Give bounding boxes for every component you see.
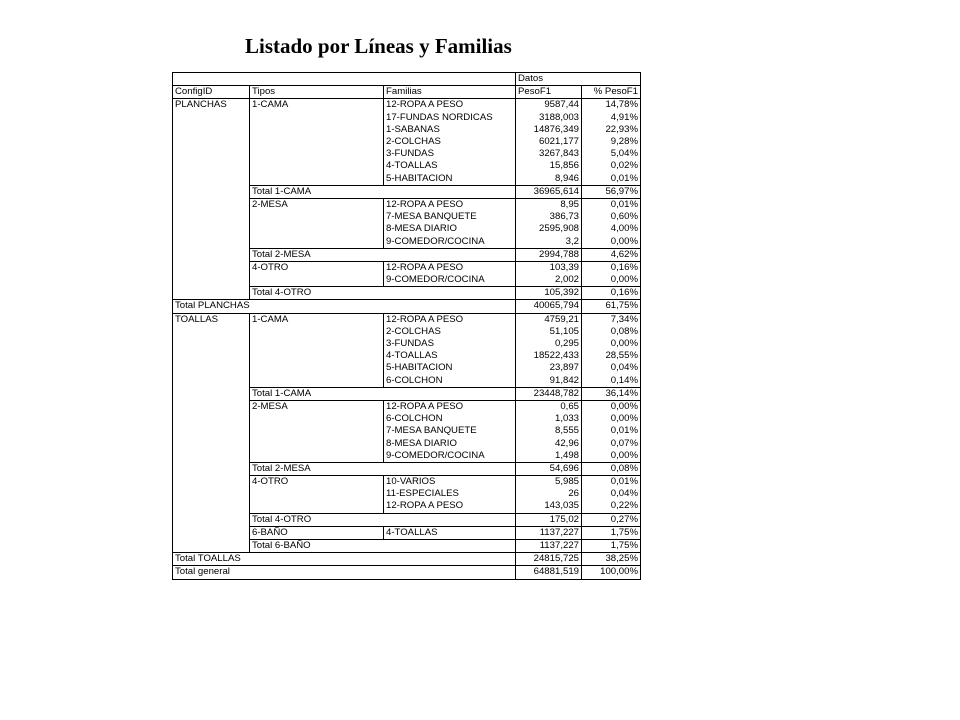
config-cell <box>173 338 250 350</box>
table-row <box>173 124 641 136</box>
tipo-cell <box>250 173 384 186</box>
config-cell <box>173 513 250 526</box>
tipo-total-cell: Total 4-OTRO <box>250 513 516 526</box>
config-cell <box>173 375 250 388</box>
tipo-cell: 2-MESA <box>250 400 384 413</box>
peso-cell: 8,555 <box>516 425 582 437</box>
tipo-cell <box>250 338 384 350</box>
table-row <box>173 160 641 172</box>
table-row <box>173 198 641 211</box>
table-row <box>173 375 641 388</box>
peso-cell: 1137,227 <box>516 526 582 539</box>
config-cell <box>173 248 250 261</box>
tipo-cell: 4-OTRO <box>250 261 384 274</box>
peso-cell: 105,392 <box>516 287 582 300</box>
table-row <box>173 136 641 148</box>
tipo-cell <box>250 450 384 463</box>
peso-cell: 386,73 <box>516 211 582 223</box>
tipo-cell <box>250 160 384 172</box>
tipo-total-cell: Total 2-MESA <box>250 248 516 261</box>
tipo-total-cell: Total 4-OTRO <box>250 287 516 300</box>
pct-cell: 0,16% <box>582 261 641 274</box>
pct-cell: 38,25% <box>582 553 641 566</box>
config-cell <box>173 326 250 338</box>
pct-cell: 4,91% <box>582 112 641 124</box>
pct-cell: 0,60% <box>582 211 641 223</box>
pct-cell: 0,01% <box>582 198 641 211</box>
config-cell <box>173 539 250 552</box>
peso-cell: 18522,433 <box>516 350 582 362</box>
tipo-total-row <box>173 287 641 300</box>
config-cell <box>173 124 250 136</box>
tipo-cell <box>250 326 384 338</box>
table-row <box>173 326 641 338</box>
peso-cell: 2,002 <box>516 274 582 287</box>
page-title: Listado por Líneas y Familias <box>245 34 512 58</box>
familia-cell: 12-ROPA A PESO <box>384 400 516 413</box>
pct-cell: 61,75% <box>582 300 641 313</box>
familia-cell: 6-COLCHON <box>384 375 516 388</box>
pct-cell: 36,14% <box>582 387 641 400</box>
config-cell <box>173 198 250 211</box>
config-cell <box>173 261 250 274</box>
table-row <box>173 211 641 223</box>
config-cell <box>173 223 250 235</box>
pct-cell: 0,00% <box>582 274 641 287</box>
peso-cell: 8,95 <box>516 198 582 211</box>
pct-cell: 1,75% <box>582 526 641 539</box>
familia-cell: 3-FUNDAS <box>384 148 516 160</box>
peso-cell: 0,295 <box>516 338 582 350</box>
familia-cell: 12-ROPA A PESO <box>384 261 516 274</box>
familia-cell: 8-MESA DIARIO <box>384 223 516 235</box>
header-columns-row <box>173 86 641 99</box>
pct-cell: 28,55% <box>582 350 641 362</box>
pct-cell: 4,00% <box>582 223 641 235</box>
config-cell <box>173 362 250 374</box>
peso-cell: 23448,782 <box>516 387 582 400</box>
tipo-cell <box>250 148 384 160</box>
peso-cell: 40065,794 <box>516 300 582 313</box>
peso-cell: 26 <box>516 488 582 500</box>
config-cell <box>173 173 250 186</box>
tipo-cell: 6-BAÑO <box>250 526 384 539</box>
header-peso: PesoF1 <box>516 86 582 99</box>
pct-cell: 0,14% <box>582 375 641 388</box>
config-cell <box>173 450 250 463</box>
config-total-row <box>173 553 641 566</box>
peso-cell: 3188,003 <box>516 112 582 124</box>
tipo-total-cell: Total 1-CAMA <box>250 387 516 400</box>
tipo-cell <box>250 211 384 223</box>
tipo-cell: 1-CAMA <box>250 313 384 326</box>
familia-cell: 12-ROPA A PESO <box>384 313 516 326</box>
config-cell <box>173 400 250 413</box>
config-cell <box>173 413 250 425</box>
header-blank <box>173 73 516 86</box>
table-row <box>173 261 641 274</box>
pct-cell: 4,62% <box>582 248 641 261</box>
tipo-total-cell: Total 6-BAÑO <box>250 539 516 552</box>
pct-cell: 0,22% <box>582 500 641 513</box>
peso-cell: 23,897 <box>516 362 582 374</box>
familia-cell: 5-HABITACION <box>384 362 516 374</box>
peso-cell: 24815,725 <box>516 553 582 566</box>
config-total-cell: Total PLANCHAS <box>173 300 516 313</box>
config-cell <box>173 211 250 223</box>
peso-cell: 1,033 <box>516 413 582 425</box>
tipo-cell: 1-CAMA <box>250 99 384 112</box>
tipo-total-row <box>173 185 641 198</box>
config-cell <box>173 185 250 198</box>
peso-cell: 3267,843 <box>516 148 582 160</box>
tipo-cell <box>250 488 384 500</box>
config-total-cell: Total general <box>173 566 516 579</box>
tipo-cell <box>250 425 384 437</box>
config-cell <box>173 425 250 437</box>
familia-cell: 9-COMEDOR/COCINA <box>384 235 516 248</box>
pct-cell: 0,27% <box>582 513 641 526</box>
peso-cell: 15,856 <box>516 160 582 172</box>
familia-cell: 11-ESPECIALES <box>384 488 516 500</box>
peso-cell: 6021,177 <box>516 136 582 148</box>
tipo-cell: 2-MESA <box>250 198 384 211</box>
tipo-cell <box>250 362 384 374</box>
familia-cell: 17-FUNDAS NORDICAS <box>384 112 516 124</box>
tipo-cell <box>250 437 384 449</box>
table-row <box>173 313 641 326</box>
pct-cell: 0,00% <box>582 400 641 413</box>
peso-cell: 14876,349 <box>516 124 582 136</box>
table-row <box>173 362 641 374</box>
tipo-total-row <box>173 513 641 526</box>
table-row <box>173 488 641 500</box>
tipo-cell <box>250 500 384 513</box>
familia-cell: 1-SABANAS <box>384 124 516 136</box>
peso-cell: 103,39 <box>516 261 582 274</box>
peso-cell: 91,842 <box>516 375 582 388</box>
table-row <box>173 223 641 235</box>
familia-cell: 2-COLCHAS <box>384 326 516 338</box>
table-row <box>173 450 641 463</box>
config-cell <box>173 160 250 172</box>
familia-cell: 12-ROPA A PESO <box>384 500 516 513</box>
pct-cell: 0,08% <box>582 326 641 338</box>
tipo-total-cell: Total 1-CAMA <box>250 185 516 198</box>
pct-cell: 0,01% <box>582 476 641 489</box>
peso-cell: 8,946 <box>516 173 582 186</box>
pct-cell: 0,00% <box>582 450 641 463</box>
pct-cell: 1,75% <box>582 539 641 552</box>
config-cell <box>173 287 250 300</box>
tipo-cell <box>250 112 384 124</box>
table-row <box>173 500 641 513</box>
peso-cell: 5,985 <box>516 476 582 489</box>
tipo-total-row <box>173 539 641 552</box>
config-total-cell: Total TOALLAS <box>173 553 516 566</box>
config-cell <box>173 274 250 287</box>
table-row <box>173 338 641 350</box>
pct-cell: 0,02% <box>582 160 641 172</box>
peso-cell: 0,65 <box>516 400 582 413</box>
peso-cell: 51,105 <box>516 326 582 338</box>
table-row <box>173 437 641 449</box>
pct-cell: 56,97% <box>582 185 641 198</box>
pct-cell: 0,04% <box>582 362 641 374</box>
familia-cell: 6-COLCHON <box>384 413 516 425</box>
tipo-cell <box>250 274 384 287</box>
familia-cell: 9-COMEDOR/COCINA <box>384 274 516 287</box>
peso-cell: 3,2 <box>516 235 582 248</box>
config-cell <box>173 112 250 124</box>
familia-cell: 12-ROPA A PESO <box>384 99 516 112</box>
familia-cell: 7-MESA BANQUETE <box>384 425 516 437</box>
table-row <box>173 425 641 437</box>
config-cell <box>173 148 250 160</box>
table-row <box>173 350 641 362</box>
pct-cell: 0,08% <box>582 462 641 475</box>
config-cell: TOALLAS <box>173 313 250 326</box>
pct-cell: 14,78% <box>582 99 641 112</box>
pct-cell: 0,00% <box>582 413 641 425</box>
tipo-total-cell: Total 2-MESA <box>250 462 516 475</box>
familia-cell: 4-TOALLAS <box>384 160 516 172</box>
pct-cell: 7,34% <box>582 313 641 326</box>
table-row <box>173 274 641 287</box>
familia-cell: 3-FUNDAS <box>384 338 516 350</box>
tipo-total-row <box>173 462 641 475</box>
table-row <box>173 99 641 112</box>
header-tipos: Tipos <box>250 86 384 99</box>
config-total-row <box>173 300 641 313</box>
header-datos: Datos <box>516 73 641 86</box>
config-cell <box>173 488 250 500</box>
config-cell: PLANCHAS <box>173 99 250 112</box>
peso-cell: 175,02 <box>516 513 582 526</box>
familia-cell: 4-TOALLAS <box>384 350 516 362</box>
config-cell <box>173 500 250 513</box>
peso-cell: 42,96 <box>516 437 582 449</box>
peso-cell: 4759,21 <box>516 313 582 326</box>
header-familias: Familias <box>384 86 516 99</box>
tipo-cell <box>250 124 384 136</box>
tipo-cell <box>250 223 384 235</box>
pct-cell: 0,04% <box>582 488 641 500</box>
table-row <box>173 526 641 539</box>
config-cell <box>173 437 250 449</box>
pct-cell: 5,04% <box>582 148 641 160</box>
table-row <box>173 112 641 124</box>
config-cell <box>173 476 250 489</box>
pct-cell: 9,28% <box>582 136 641 148</box>
table-row <box>173 476 641 489</box>
pct-cell: 0,01% <box>582 173 641 186</box>
familia-cell: 7-MESA BANQUETE <box>384 211 516 223</box>
pct-cell: 22,93% <box>582 124 641 136</box>
familia-cell: 8-MESA DIARIO <box>384 437 516 449</box>
config-cell <box>173 235 250 248</box>
familia-cell: 9-COMEDOR/COCINA <box>384 450 516 463</box>
tipo-cell <box>250 235 384 248</box>
peso-cell: 64881,519 <box>516 566 582 579</box>
pivot-table <box>172 72 641 580</box>
tipo-cell: 4-OTRO <box>250 476 384 489</box>
pct-cell: 0,00% <box>582 338 641 350</box>
peso-cell: 2994,788 <box>516 248 582 261</box>
config-cell <box>173 136 250 148</box>
familia-cell: 2-COLCHAS <box>384 136 516 148</box>
peso-cell: 54,696 <box>516 462 582 475</box>
pct-cell: 100,00% <box>582 566 641 579</box>
table-row <box>173 235 641 248</box>
tipo-cell <box>250 413 384 425</box>
tipo-cell <box>250 375 384 388</box>
familia-cell: 5-HABITACION <box>384 173 516 186</box>
config-cell <box>173 350 250 362</box>
pct-cell: 0,00% <box>582 235 641 248</box>
config-cell <box>173 526 250 539</box>
peso-cell: 1137,227 <box>516 539 582 552</box>
peso-cell: 1,498 <box>516 450 582 463</box>
pct-cell: 0,16% <box>582 287 641 300</box>
table-row <box>173 173 641 186</box>
grand-total-row <box>173 566 641 579</box>
table-row <box>173 400 641 413</box>
pct-cell: 0,01% <box>582 425 641 437</box>
header-pct: % PesoF1 <box>582 86 641 99</box>
tipo-cell <box>250 136 384 148</box>
peso-cell: 143,035 <box>516 500 582 513</box>
header-datos-row <box>173 73 641 86</box>
familia-cell: 12-ROPA A PESO <box>384 198 516 211</box>
peso-cell: 36965,614 <box>516 185 582 198</box>
header-config: ConfigID <box>173 86 250 99</box>
peso-cell: 9587,44 <box>516 99 582 112</box>
tipo-cell <box>250 350 384 362</box>
config-cell <box>173 462 250 475</box>
familia-cell: 10-VARIOS <box>384 476 516 489</box>
pct-cell: 0,07% <box>582 437 641 449</box>
table-row <box>173 413 641 425</box>
familia-cell: 4-TOALLAS <box>384 526 516 539</box>
config-cell <box>173 387 250 400</box>
tipo-total-row <box>173 248 641 261</box>
tipo-total-row <box>173 387 641 400</box>
peso-cell: 2595,908 <box>516 223 582 235</box>
table-row <box>173 148 641 160</box>
